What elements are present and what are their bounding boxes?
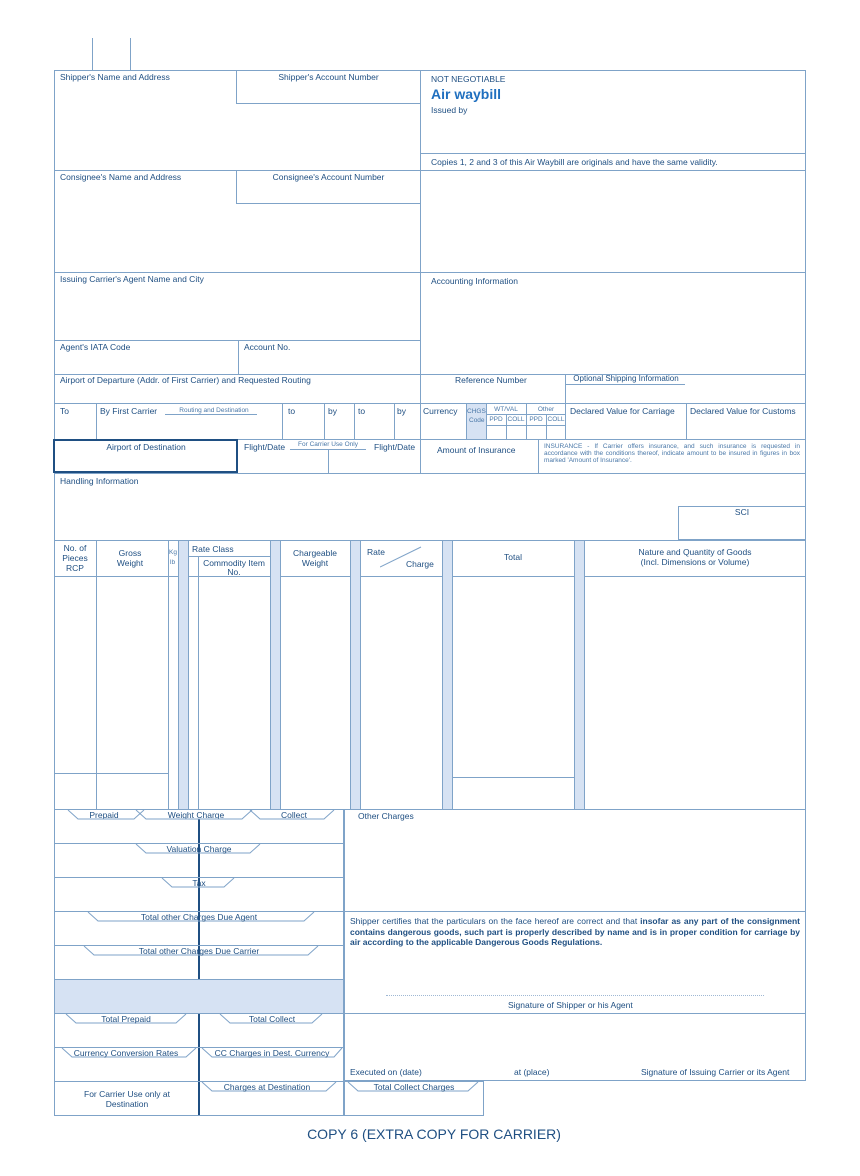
collect-label: Collect <box>281 810 307 820</box>
agent-name-label: Issuing Carrier's Agent Name and City <box>60 274 204 284</box>
conversion-rates-label: Currency Conversion Rates <box>73 1048 179 1058</box>
amount-insurance-label: Amount of Insurance <box>437 445 516 455</box>
at-place-label: at (place) <box>514 1067 550 1077</box>
consignee-account-label: Consignee's Account Number <box>272 172 385 182</box>
ppd-label-1: PPD <box>489 416 503 423</box>
shipper-name-label: Shipper's Name and Address <box>60 72 170 82</box>
by-first-carrier-label: By First Carrier <box>100 406 158 416</box>
to-label-3: to <box>358 406 366 416</box>
nature-quantity-header: Nature and Quantity of Goods <box>638 547 752 557</box>
chgs-label: CHGS <box>467 408 486 415</box>
gross-weight-header: Gross Weight <box>116 548 144 569</box>
other-label: Other <box>537 406 555 413</box>
signature-shipper-label: Signature of Shipper or his Agent <box>508 1000 633 1010</box>
copies-note: Copies 1, 2 and 3 of this Air Waybill are originals and have the same validity. <box>431 157 718 167</box>
accounting-info-label: Accounting Information <box>431 276 518 286</box>
tick-mark <box>130 38 131 70</box>
coll-label-1: COLL <box>507 416 525 423</box>
tick-mark <box>92 38 93 70</box>
due-carrier-label: Total other Charges Due Carrier <box>138 946 260 956</box>
commodity-header: Commodity Item No. <box>203 558 265 577</box>
coll-label-2: COLL <box>547 416 565 423</box>
weight-charge-label: Weight Charge <box>167 810 225 820</box>
lb-label: lb <box>170 559 176 566</box>
airport-destination-label: Airport of Destination <box>106 442 186 452</box>
to-label: To <box>60 406 69 416</box>
declared-carriage-label: Declared Value for Carriage <box>570 406 675 416</box>
total-collect-label: Total Collect <box>248 1014 296 1024</box>
carrier-use-only-label: For Carrier Use Only <box>298 441 358 448</box>
charge-header: Charge <box>406 559 434 569</box>
handling-info-label: Handling Information <box>60 476 139 486</box>
account-no-label: Account No. <box>244 342 291 352</box>
valuation-charge-label: Valuation Charge <box>166 844 232 854</box>
routing-destination-label: Routing and Destination <box>179 407 249 414</box>
wtval-label: WT/VAL <box>494 406 518 413</box>
to-label-2: to <box>288 406 296 416</box>
issued-by-label: Issued by <box>431 105 468 115</box>
flight-date-label-1: Flight/Date <box>244 442 286 452</box>
optional-shipping-label: Optional Shipping Information <box>573 374 679 383</box>
cc-charges-label: CC Charges in Dest. Currency <box>214 1048 330 1058</box>
kg-label: Kg <box>169 549 177 556</box>
rate-class-header: Rate Class <box>192 544 234 554</box>
by-label-2: by <box>328 406 337 416</box>
certification-text <box>350 916 800 948</box>
copy-label: COPY 6 (EXTRA COPY FOR CARRIER) <box>307 1126 561 1142</box>
not-negotiable: NOT NEGOTIABLE <box>431 74 506 84</box>
total-prepaid-label: Total Prepaid <box>101 1014 151 1024</box>
signature-carrier-label: Signature of Issuing Carrier or its Agent <box>641 1067 790 1077</box>
by-label-3: by <box>397 406 406 416</box>
other-charges-label: Other Charges <box>358 811 414 821</box>
shipper-account-label: Shipper's Account Number <box>278 72 379 82</box>
due-agent-label: Total other Charges Due Agent <box>140 912 258 922</box>
reference-number-label: Reference Number <box>455 375 527 385</box>
pieces-header: No. of Pieces RCP <box>62 543 88 574</box>
airport-departure-label: Airport of Departure (Addr. of First Carrier) and Requested Routing <box>60 375 311 385</box>
certification-text-start: Shipper certifies that the particulars on the face hereof are correct and that <box>350 916 641 926</box>
declared-customs-label: Declared Value for Customs <box>690 406 796 416</box>
certification-text-bold: insofar as any part of the consignment contains dangerous goods, such part is properly described by name and is in proper condition for carriage by air according to the applicable Dangerous Goods Regulations. <box>350 916 800 948</box>
total-header: Total <box>504 552 522 562</box>
executed-on-label: Executed on (date) <box>350 1067 422 1077</box>
total-collect-charges-label: Total Collect Charges <box>373 1082 455 1092</box>
sci-label: SCI <box>734 507 750 517</box>
flight-date-label-2: Flight/Date <box>374 442 416 452</box>
insurance-note: INSURANCE - If Carrier offers insurance, and such insurance is requested in accordance with the conditions thereof, indicate amount to be insured in figures in box marked 'Amount of Insurance'. <box>544 443 800 465</box>
shaded-total-row <box>55 980 343 1013</box>
carrier-use-destination-label: For Carrier Use only at Destination <box>84 1089 170 1110</box>
prepaid-label: Prepaid <box>89 810 119 820</box>
consignee-name-label: Consignee's Name and Address <box>60 172 182 182</box>
chargeable-weight-header: Chargeable Weight <box>293 548 337 569</box>
agent-iata-label: Agent's IATA Code <box>60 342 131 352</box>
air-waybill-title: Air waybill <box>431 86 502 102</box>
dimensions-header: (Incl. Dimensions or Volume) <box>640 557 750 567</box>
tax-label: Tax <box>192 878 206 888</box>
code-label: Code <box>469 417 485 424</box>
currency-label: Currency <box>423 406 458 416</box>
rate-header: Rate <box>367 547 385 557</box>
ppd-label-2: PPD <box>529 416 543 423</box>
charges-destination-label: Charges at Destination <box>223 1082 311 1092</box>
